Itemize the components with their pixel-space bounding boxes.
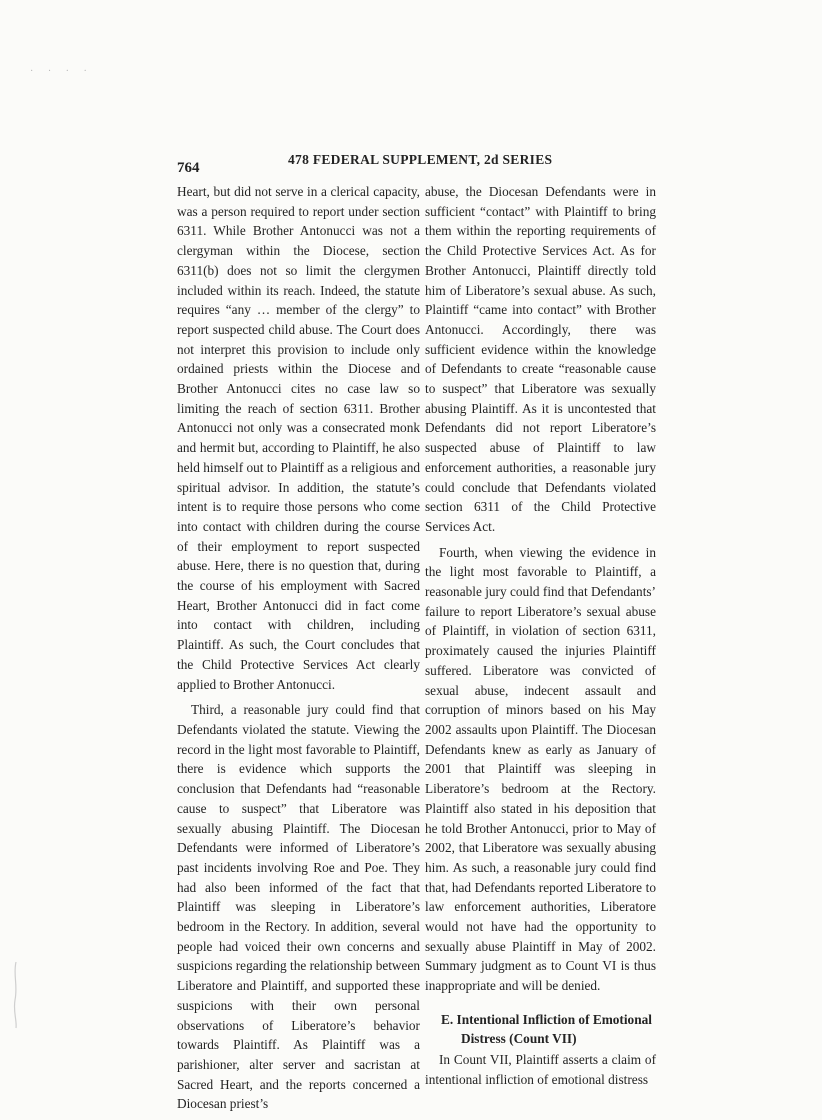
section-heading: E. Intentional Infliction of Emotional Distress (Count VII)	[441, 1011, 652, 1046]
right-paragraph-2: Fourth, when viewing the evidence in the light most favorable to Plaintiff, a reasonable jury could find that Defendants’ failure to report Liberatore’s sexual abuse of Plaintiff, in violation of section 6311, proximately caused the injuries Plaintiff suffered. Liberatore was convicted of sexual abuse, indecent assault and corruption of minors based on his May 2002 assaults upon Plaintiff. The Diocesan Defendants knew as early as January of 2001 that Plaintiff was sleeping in Liberatore’s bedroom at the Rectory. Plaintiff also stated in his deposition that he told Brother Antonucci, prior to May of 2002, that Liberatore was sexually abusing him. As such, a reasonable jury could find that, had Defendants reported Liberatore to law enforcement authorities, Liberatore would not have had the opportunity to sexually abuse Plaintiff in May of 2002. Summary judgment as to Count VI is thus inappropriate and will be denied.	[425, 544, 656, 994]
left-paragraph-2: Third, a reasonable jury could find that Defendants violated the statute. Viewing the record in the light most favorable to Plaintiff, there is evidence which supports the conclusion that Defendants had “reasonable cause to suspect” that Liberatore was sexually abusing Plaintiff. The Diocesan Defendants were informed of Liberatore’s past incidents involving Roe and Poe. They had also been informed of the fact that Plaintiff was sleeping in Liberatore’s bedroom in the Rectory. In addition, several people had voiced their own concerns and suspicions regarding the relationship between Liberatore and Plaintiff, and supported these suspicions with their own personal observations of Liberatore’s behavior towards Plaintiff. As Plaintiff was a parishioner, alter server and sacristan at Sacred Heart, and the reports concerned a Diocesan priest’s	[177, 702, 420, 1112]
scan-edge-mark	[10, 960, 22, 1030]
left-paragraph-1: Heart, but did not serve in a clerical capacity, was a person required to report under section 6311. While Brother Antonucci was not a clergyman within the Diocese, section 6311(b) does not so limit the clergymen included within its reach. Indeed, the statute requires “any … member of the clergy” to report suspected child abuse. The Court does not interpret this provision to include only ordained priests within the Diocese and Brother Antonucci cites no case law so limiting the reach of section 6311. Brother Antonucci not only was a consecrated monk and hermit but, according to Plaintiff, he also held himself out to Plaintiff as a religious and spiritual advisor. In addition, the statute’s intent is to require those persons who come into contact with children during the course of their employment to report suspected abuse. Here, there is no question that, during the course of his employment with Sacred Heart, Brother Antonucci did in fact come into contact with children, including Plaintiff. As such, the Court concludes that the Child Protective Services Act clearly applied to Brother Antonucci.	[177, 184, 420, 692]
page-number: 764	[177, 160, 200, 176]
right-paragraph-1: abuse, the Diocesan Defendants were in sufficient “contact” with Plaintiff to bring them within the reporting requirements of the Child Protective Services Act. As for Brother Antonucci, Plaintiff directly told him of Liberatore’s sexual abuse. As such, Plaintiff “came into contact” with Brother Antonucci. Accordingly, there was sufficient evidence within the knowledge of Defendants to create “reasonable cause to suspect” that Liberatore was sexually abusing Plaintiff. As it is uncontested that Defendants did not report Liberatore’s suspected abuse of Plaintiff to law enforcement authorities, a reasonable jury could conclude that Defendants violated section 6311 of the Child Protective Services Act.	[425, 184, 656, 534]
left-column	[177, 182, 420, 1120]
reporter-header: 478 FEDERAL SUPPLEMENT, 2d SERIES	[288, 152, 553, 167]
right-column	[425, 182, 656, 1095]
right-paragraph-3: In Count VII, Plaintiff asserts a claim of intentional infliction of emotional distress	[425, 1051, 656, 1087]
scan-artifact: · · · ·	[30, 66, 93, 77]
